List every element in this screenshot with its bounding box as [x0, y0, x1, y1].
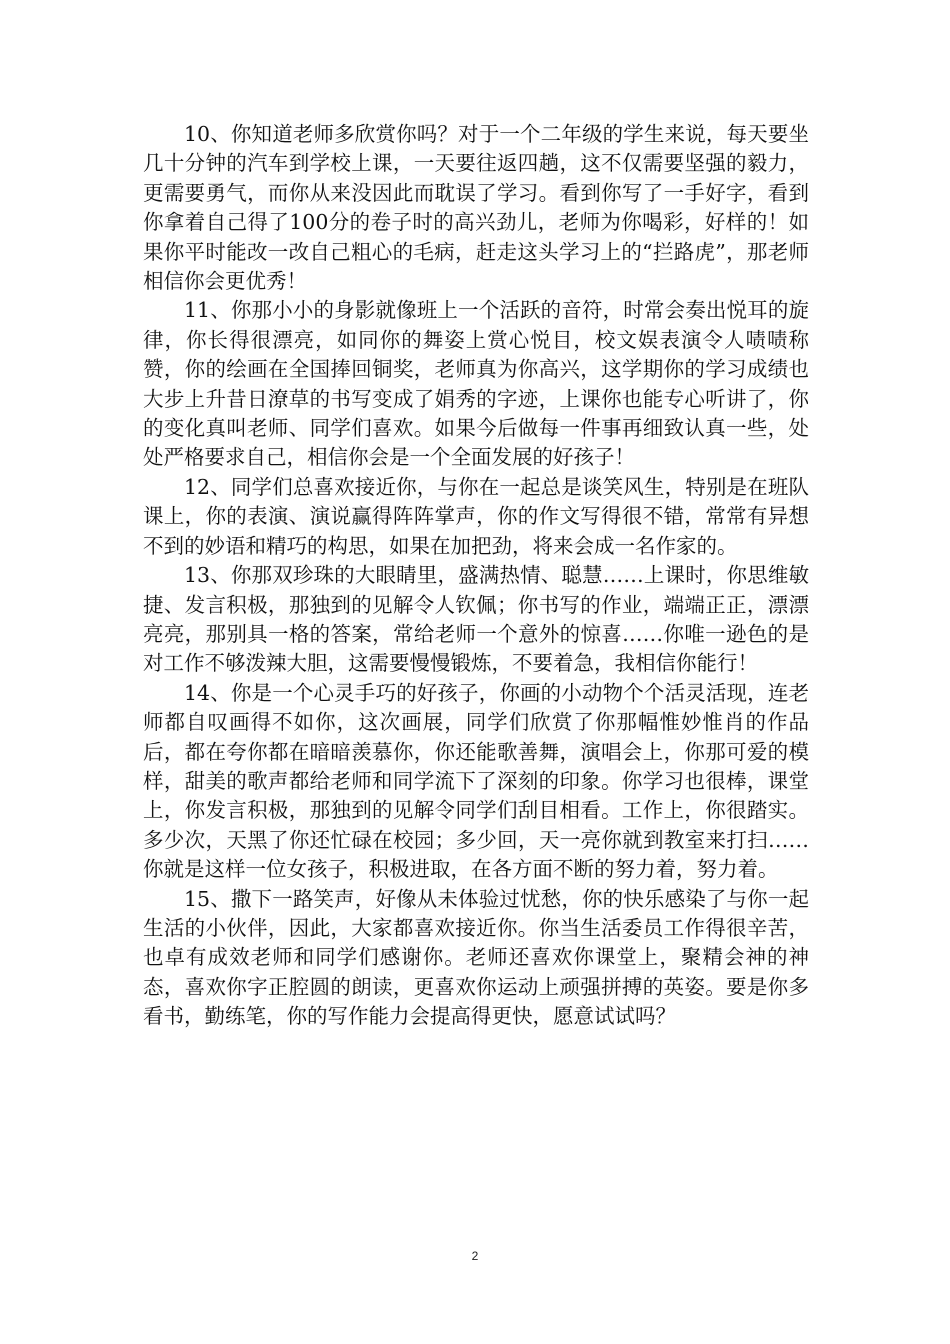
comment-paragraph-10: 10、你知道老师多欣赏你吗？对于一个二年级的学生来说，每天要坐几十分钟的汽车到学校上课，一天要往返四趟，这不仅需要坚强的毅力，更需要勇气，而你从来没因此而耽误了学习。看到你写了一手好字，看到你拿着自己得了100分的卷子时的高兴劲儿，老师为你喝彩，好样的！如果你平时能改一改自己粗心的毛病，赶走这头学习上的“拦路虎”，那老师相信你会更优秀！: [143, 122, 809, 294]
comment-paragraph-13: 13、你那双珍珠的大眼睛里，盛满热情、聪慧……上课时，你思维敏捷、发言积极，那独到的见解令人钦佩；你书写的作业，端端正正，漂漂亮亮，那别具一格的答案，常给老师一个意外的惊喜……你唯一逊色的是对工作不够泼辣大胆，这需要慢慢锻炼，不要着急，我相信你能行！: [143, 563, 809, 676]
comment-paragraph-12: 12、同学们总喜欢接近你，与你在一起总是谈笑风生，特别是在班队课上，你的表演、演说赢得阵阵掌声，你的作文写得很不错，常常有异想不到的妙语和精巧的构思，如果在加把劲，将来会成一名作家的。: [143, 474, 809, 558]
comment-paragraph-11: 11、你那小小的身影就像班上一个活跃的音符，时常会奏出悦耳的旋律，你长得很漂亮，如同你的舞姿上赏心悦目，校文娱表演令人啧啧称赞，你的绘画在全国捧回铜奖，老师真为你高兴，这学期你的学习成绩也大步上升昔日潦草的书写变成了娟秀的字迹，上课你也能专心听讲了，你的变化真叫老师、同学们喜欢。如果今后做每一件事再细致认真一些，处处严格要求自己，相信你会是一个全面发展的好孩子！: [143, 298, 809, 470]
body-text: [143, 120, 809, 1032]
comment-paragraph-14: 14、你是一个心灵手巧的好孩子，你画的小动物个个活灵活现，连老师都自叹画得不如你，这次画展，同学们欣赏了你那幅惟妙惟肖的作品后，都在夸你都在暗暗羡慕你，你还能歌善舞，演唱会上，你那可爱的模样，甜美的歌声都给老师和同学流下了深刻的印象。你学习也很棒，课堂上，你发言积极，那独到的见解令同学们刮目相看。工作上，你很踏实。多少次，天黑了你还忙碌在校园；多少回，天一亮你就到教室来打扫……你就是这样一位女孩子，积极进取，在各方面不断的努力着，努力着。: [143, 680, 809, 882]
page-number: 2: [471, 1249, 479, 1263]
comment-paragraph-15: 15、撒下一路笑声，好像从未体验过忧愁，你的快乐感染了与你一起生活的小伙伴，因此，大家都喜欢接近你。你当生活委员工作得很辛苦，也卓有成效老师和同学们感谢你。老师还喜欢你课堂上，聚精会神的神态，喜欢你字正腔圆的朗读，更喜欢你运动上顽强拼搏的英姿。要是你多看书，勤练笔，你的写作能力会提高得更快，愿意试试吗？: [143, 886, 809, 1029]
